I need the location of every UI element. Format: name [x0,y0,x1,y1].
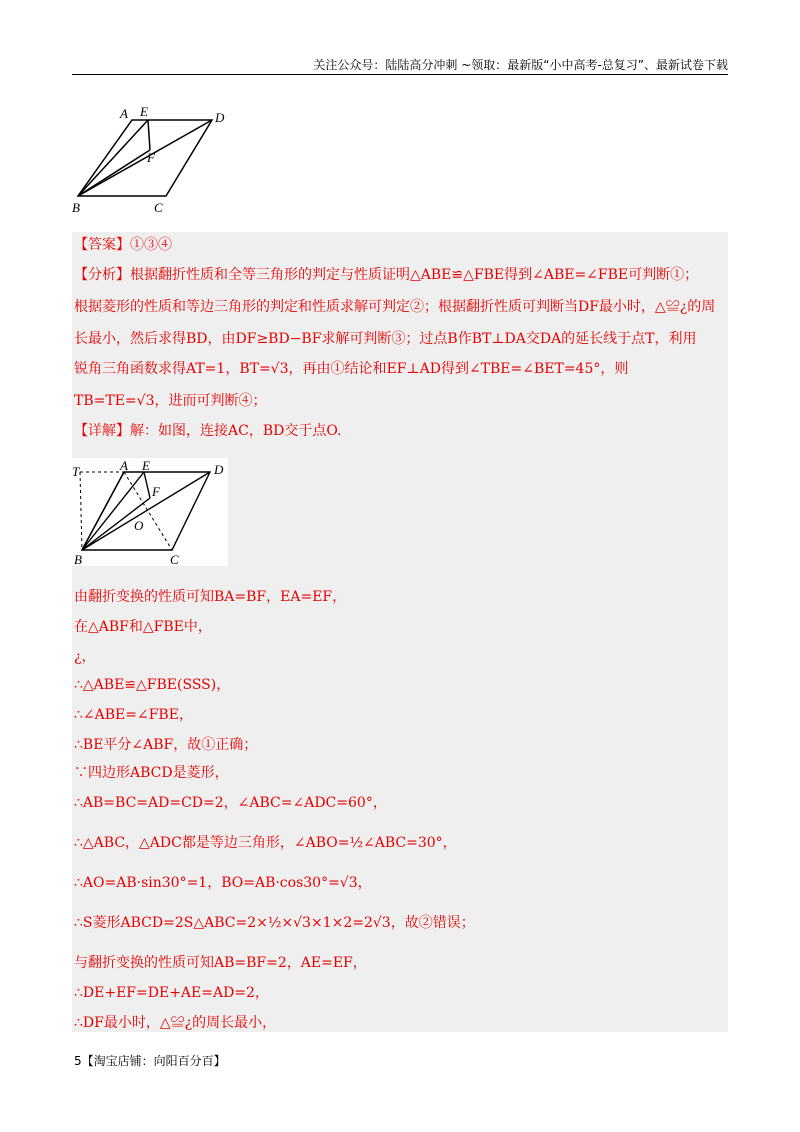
detail-line-15: ∴DF最小时，△≌¿的周长最小， [74,1015,277,1031]
label-e: E [140,104,148,119]
detail-line-5: ∴△ABE≌△FBE(SSS)， [74,677,231,693]
label-t: T [72,464,80,479]
analysis-line-1: 【分析】根据翻折性质和全等三角形的判定与性质证明△ABE≌△FBE得到∠ABE=∠FBE可判断①； [74,267,699,283]
analysis-line-4: 锐角三角函数求得AT=1，BT=√3，再由①结论和EF⊥AD得到∠TBE=∠BET=45°，则 [74,361,629,377]
detail-line-12: ∴S菱形ABCD=2S△ABC=2×½×√3×1×2=2√3，故②错误； [74,915,475,931]
rhombus-figure-2 [72,458,228,566]
label-d: D [215,110,225,125]
label-b: B [72,200,80,215]
label-d: D [214,462,224,477]
detail-line-6: ∴∠ABE=∠FBE， [74,707,193,723]
label-o: O [134,518,144,533]
label-b: B [74,552,82,566]
page-header: 关注公众号：陆陆高分冲刺 ~领取：最新版“小中高考-总复习”、最新试卷下载 [313,58,728,72]
detail-line-7: ∴BE平分∠ABF，故①正确； [74,737,258,753]
detail-line-11: ∴AO=AB·sin30°=1，BO=AB·cos30°=√3， [74,875,372,891]
label-a: A [120,458,128,473]
page-footer: 5【淘宝店铺：向阳百分百】 [74,1054,226,1068]
label-f: F [152,484,160,499]
detail-line-13: 与翻折变换的性质可知AB=BF=2，AE=EF， [74,955,367,971]
detail-line-10: ∴△ABC，△ADC都是等边三角形，∠ABO=½∠ABC=30°， [74,835,457,851]
detail-line-1: 【详解】解：如图，连接AC，BD交于点O. [74,423,342,439]
detail-line-14: ∴DE+EF=DE+AE=AD=2， [74,985,269,1001]
label-f: F [147,150,155,165]
detail-line-9: ∴AB=BC=AD=CD=2，∠ABC=∠ADC=60°， [74,795,387,811]
label-c: C [154,200,163,215]
label-a: A [120,106,128,121]
analysis-line-2: 根据菱形的性质和等边三角形的判定和性质求解可判定②；根据翻折性质可判断当DF最小时，△≌¿的周 [74,299,716,315]
label-e: E [142,458,150,473]
analysis-line-3: 长最小，然后求得BD，由DF≥BD−BF求解可判断③；过点B作BT⊥DA交DA的延长线于点T，利用 [74,331,697,347]
header-rule [72,74,728,75]
answer-line: 【答案】①③④ [74,237,172,253]
detail-line-4: ¿， [74,649,96,665]
detail-line-2: 由翻折变换的性质可知BA=BF，EA=EF， [74,589,347,605]
rhombus-figure-1 [70,100,240,220]
label-c: C [170,552,179,566]
detail-line-3: 在△ABF和△FBE中， [74,619,212,635]
analysis-line-5: TB=TE=√3，进而可判断④； [74,393,267,409]
detail-line-8: ∵四边形ABCD是菱形， [74,765,229,781]
